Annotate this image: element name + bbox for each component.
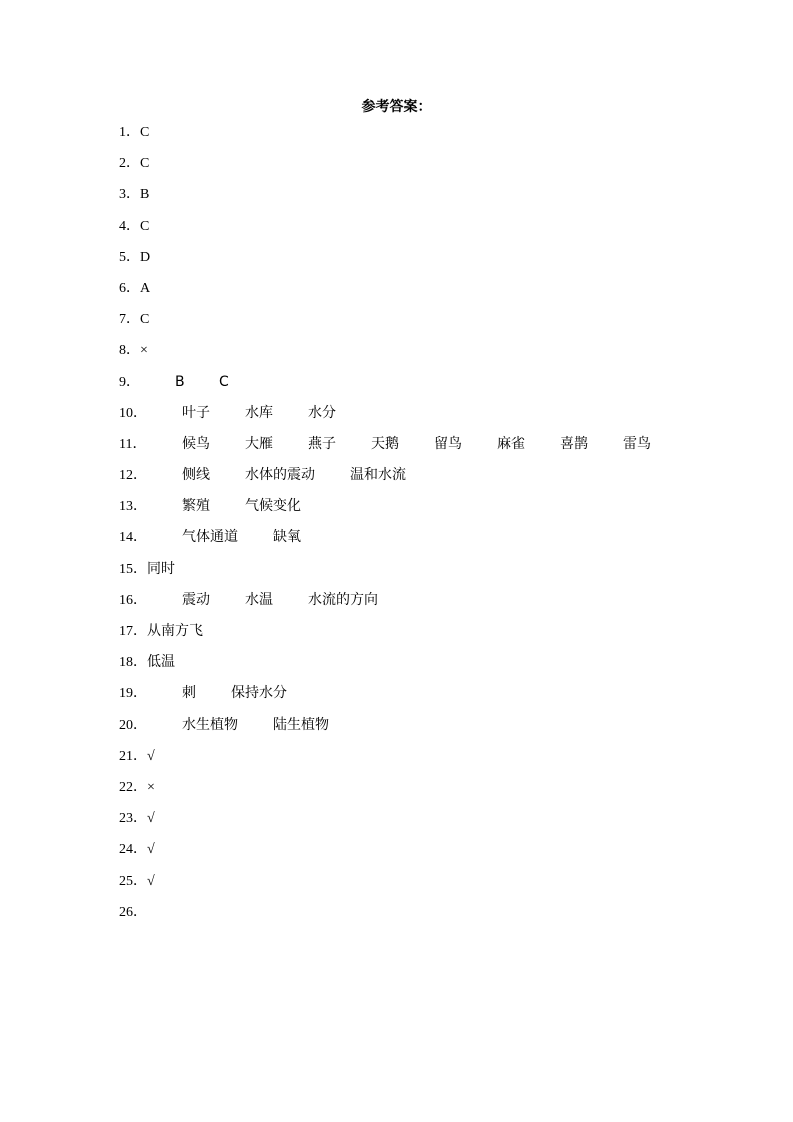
answer-row-17 <box>119 621 719 652</box>
answer-number: 8． <box>119 343 140 359</box>
answer-blank: 喜鹊 <box>560 435 588 452</box>
answer-number: 10． <box>119 405 147 421</box>
answer-row-13 <box>119 496 719 527</box>
answer-blank: 繁殖 <box>182 498 210 515</box>
answer-number: 11． <box>119 436 147 452</box>
answer-row-26 <box>119 902 719 933</box>
answer-blank: 雷鸟 <box>623 435 651 452</box>
answer-blank: 陆生植物 <box>273 716 329 733</box>
answer-blank: 叶子 <box>182 404 210 421</box>
answer-row-21 <box>119 746 719 777</box>
answer-value: 低温 <box>147 654 175 671</box>
answer-row-1 <box>119 122 719 153</box>
answer-number: 23． <box>119 811 147 827</box>
answer-value: × <box>147 779 155 795</box>
answer-number: 12． <box>119 468 147 484</box>
answer-row-16 <box>119 590 719 621</box>
answer-row-9 <box>119 372 719 403</box>
answer-blank: 天鹅 <box>371 435 399 452</box>
answer-row-5 <box>119 247 719 278</box>
answer-row-8 <box>119 340 719 371</box>
answer-row-22 <box>119 777 719 808</box>
answer-value: √ <box>147 811 155 827</box>
answer-blank: 水体的震动 <box>245 467 315 484</box>
answer-value: √ <box>147 842 155 858</box>
answer-row-24 <box>119 839 719 870</box>
answer-row-10 <box>119 403 719 434</box>
answer-value: C <box>140 312 150 328</box>
answer-number: 20． <box>119 717 147 733</box>
answer-row-19 <box>119 683 719 714</box>
answer-number: 25． <box>119 873 147 889</box>
answer-row-4 <box>119 216 719 247</box>
answer-value: D <box>140 249 151 265</box>
answer-number: 18． <box>119 655 147 671</box>
answer-blank: 水生植物 <box>182 716 238 733</box>
answer-blank: 气体通道 <box>182 529 238 546</box>
answer-row-23 <box>119 808 719 839</box>
answer-blank: 气候变化 <box>245 498 301 515</box>
answer-row-3 <box>119 184 719 215</box>
answer-list <box>119 122 719 933</box>
answer-blank: 震动 <box>182 591 210 608</box>
answer-blank: C <box>219 373 229 390</box>
answer-number: 15． <box>119 561 147 577</box>
answer-blank: 水温 <box>245 591 273 608</box>
answer-value: C <box>140 218 150 234</box>
answer-row-6 <box>119 278 719 309</box>
answer-row-12 <box>119 465 719 496</box>
answer-number: 19． <box>119 686 147 702</box>
answer-row-25 <box>119 871 719 902</box>
answer-blank: 水分 <box>308 404 336 421</box>
answer-blank: 燕子 <box>308 435 336 452</box>
answer-number: 17． <box>119 624 147 639</box>
answer-row-18 <box>119 652 719 683</box>
answer-row-7 <box>119 309 719 340</box>
answer-number: 5． <box>119 249 140 265</box>
answer-number: 6． <box>119 280 140 296</box>
answer-blank: 侧线 <box>182 467 210 484</box>
answer-blank: 温和水流 <box>350 467 406 484</box>
answer-number: 16． <box>119 592 147 608</box>
answer-number: 9． <box>119 374 140 390</box>
answer-row-20 <box>119 715 719 746</box>
answer-row-15 <box>119 559 719 590</box>
answer-number: 3． <box>119 187 140 203</box>
answer-value: √ <box>147 748 155 764</box>
answer-blank: 留鸟 <box>434 435 462 452</box>
page-title: 参考答案： <box>361 99 432 115</box>
answer-value: × <box>140 343 148 359</box>
answer-number: 14． <box>119 530 147 546</box>
answer-value: √ <box>147 873 155 889</box>
answer-blank: B <box>175 373 185 390</box>
answer-blank: 候鸟 <box>182 435 210 452</box>
answer-blank: 麻雀 <box>497 435 525 452</box>
answer-value: A <box>140 280 151 296</box>
answer-number: 7． <box>119 312 140 328</box>
answer-row-2 <box>119 153 719 184</box>
answer-value: C <box>140 156 150 172</box>
answer-number: 13． <box>119 499 147 515</box>
answer-number: 2． <box>119 156 140 172</box>
answer-value: 从南方飞 <box>147 623 203 639</box>
answer-blank: 缺氧 <box>273 529 301 546</box>
answer-blank: 保持水分 <box>231 685 287 702</box>
answer-value: C <box>140 125 150 140</box>
answer-number: 4． <box>119 218 140 234</box>
answer-number: 22． <box>119 779 147 795</box>
answer-value: B <box>140 187 150 203</box>
answer-blank: 刺 <box>182 685 196 702</box>
answer-number: 21． <box>119 748 147 764</box>
answer-blank: 水库 <box>245 404 273 421</box>
answer-blank: 大雁 <box>245 435 273 452</box>
answer-blank: 水流的方向 <box>308 591 378 608</box>
answer-row-14 <box>119 527 719 558</box>
answer-value: 同时 <box>147 560 175 577</box>
answer-row-11 <box>119 434 719 465</box>
answer-number: 26． <box>119 904 147 920</box>
answer-number: 1． <box>119 125 140 140</box>
answer-number: 24． <box>119 842 147 858</box>
